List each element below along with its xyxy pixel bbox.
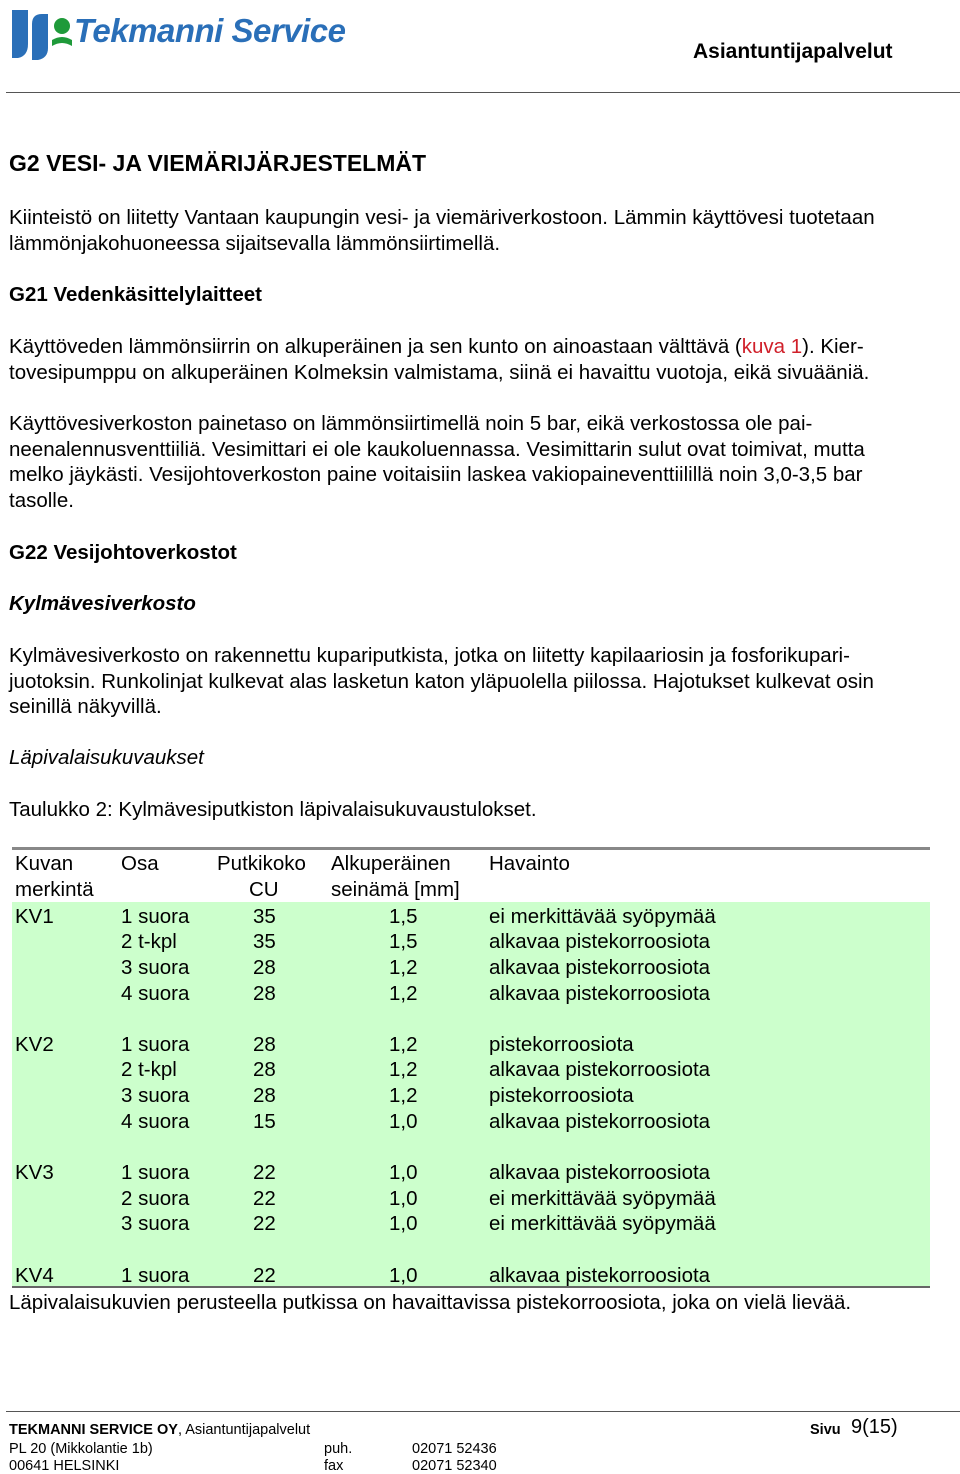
paragraph-line: neenalennusventtiiliä. Vesimittari ei ole kaukoluennassa. Vesimittarin sulut ovat toimivat, mutta <box>9 437 865 461</box>
cell-size: 28 <box>253 1084 276 1107</box>
cell-part: 3 suora <box>121 1212 190 1235</box>
footer-city: 00641 HELSINKI <box>9 1458 120 1474</box>
intro-line: Kiinteistö on liitetty Vantaan kaupungin vesi- ja viemäriverkostoon. Lämmin käyttövesi tuotetaan <box>9 206 875 229</box>
cell-part: 2 t-kpl <box>121 1058 177 1081</box>
text-span: Käyttöveden lämmönsiirrin on alkuperäinen ja sen kunto on ainoastaan välttävä ( <box>9 335 742 358</box>
company-suffix: , Asiantuntijapalvelut <box>177 1422 311 1438</box>
cell-size: 22 <box>253 1264 276 1287</box>
cell-size: 28 <box>253 1058 276 1081</box>
paragraph-line: juotoksin. Runkolinjat kulkevat alas lasketun katon yläpuolella piilossa. Hajotukset kulkevat osin <box>9 669 874 693</box>
header-cell-wall: Alkuperäinen <box>331 852 451 875</box>
header-cell-size: CU <box>249 878 279 901</box>
paragraph-line: seinillä näkyvillä. <box>9 695 162 719</box>
cell-part: 3 suora <box>121 1084 190 1107</box>
cell-size: 28 <box>253 1033 276 1056</box>
header-cell-part: Osa <box>121 852 159 875</box>
cell-part: 1 suora <box>121 1161 190 1184</box>
cell-wall: 1,0 <box>389 1110 418 1133</box>
cell-observation: ei merkittävää syöpymää <box>489 1187 716 1210</box>
header-title: Asiantuntijapalvelut <box>693 40 893 63</box>
after-table-text: Läpivalaisukuvien perusteella putkissa on havaittavissa pistekorroosiota, joka on vielä lievää. <box>9 1291 852 1314</box>
header-cell-size: Putkikoko <box>217 852 306 875</box>
cell-wall: 1,2 <box>389 956 418 979</box>
cell-observation: alkavaa pistekorroosiota <box>489 1264 711 1287</box>
cell-mark: KV4 <box>15 1264 54 1287</box>
table-top-border <box>12 847 930 850</box>
company-name: TEKMANNI SERVICE OY <box>9 1422 178 1438</box>
paragraph-line: Kylmävesiverkosto on rakennettu kupariputkista, jotka on liitetty kapilaariosin ja fosforikupari- <box>9 644 850 667</box>
cell-size: 22 <box>253 1161 276 1184</box>
paragraph-line: tovesipumppu on alkuperäinen Kolmeksin valmistama, siinä ei havaittu vuotoja, eikä sivuääniä. <box>9 360 870 384</box>
figure-reference-link[interactable]: kuva 1 <box>741 335 803 358</box>
header-cell-mark: Kuvan <box>15 852 74 875</box>
cell-wall: 1,5 <box>389 930 418 953</box>
cell-observation: alkavaa pistekorroosiota <box>489 956 711 979</box>
cell-size: 28 <box>253 982 276 1005</box>
cell-observation: pistekorroosiota <box>489 1033 634 1056</box>
footer-divider <box>6 1411 960 1412</box>
cell-observation: alkavaa pistekorroosiota <box>489 1161 711 1184</box>
section-title: G2 VESI- JA VIEMÄRIJÄRJESTELMÄT <box>9 150 427 176</box>
paragraph-line: Käyttövesiverkoston painetaso on lämmönsiirtimellä noin 5 bar, eikä verkostossa ole pai- <box>9 412 813 435</box>
footer-company <box>9 1422 310 1438</box>
g21-heading: G21 Vedenkäsittelylaitteet <box>9 283 262 306</box>
header-cell-wall: seinämä [mm] <box>331 878 460 901</box>
cell-mark: KV2 <box>15 1033 54 1056</box>
footer-fax: 02071 52340 <box>412 1458 497 1474</box>
cell-part: 2 suora <box>121 1187 190 1210</box>
text-span: ). Kier- <box>802 335 864 358</box>
logo-mark-icon <box>8 4 74 64</box>
cell-part: 2 t-kpl <box>121 930 177 953</box>
cell-part: 1 suora <box>121 905 190 928</box>
cell-observation: pistekorroosiota <box>489 1084 634 1107</box>
cell-wall: 1,2 <box>389 1084 418 1107</box>
g21-paragraph-1 <box>9 334 869 385</box>
logo-wordmark: Tekmanni Service <box>74 12 346 49</box>
cell-size: 35 <box>253 930 276 953</box>
cell-size: 22 <box>253 1212 276 1235</box>
header-cell-mark: merkintä <box>15 878 94 901</box>
footer-phone-label: puh. <box>324 1441 353 1457</box>
cell-wall: 1,2 <box>389 982 418 1005</box>
cell-size: 22 <box>253 1187 276 1210</box>
g22-paragraph <box>9 643 874 720</box>
cell-observation: ei merkittävää syöpymää <box>489 1212 716 1235</box>
cell-observation: alkavaa pistekorroosiota <box>489 982 711 1005</box>
g21-paragraph-2 <box>9 411 865 514</box>
cell-mark: KV3 <box>15 1161 54 1184</box>
cell-wall: 1,0 <box>389 1187 418 1210</box>
cell-wall: 1,2 <box>389 1033 418 1056</box>
radiography-heading: Läpivalaisukuvaukset <box>9 746 204 769</box>
cell-part: 4 suora <box>121 1110 190 1133</box>
table-caption: Taulukko 2: Kylmävesiputkiston läpivalaisukuvaustulokset. <box>9 798 537 821</box>
cell-observation: alkavaa pistekorroosiota <box>489 930 711 953</box>
g22-heading: G22 Vesijohtoverkostot <box>9 541 237 564</box>
footer-fax-label: fax <box>324 1458 344 1474</box>
paragraph-line: tasolle. <box>9 489 74 513</box>
cell-wall: 1,0 <box>389 1161 418 1184</box>
cell-wall: 1,0 <box>389 1212 418 1235</box>
cell-observation: alkavaa pistekorroosiota <box>489 1058 711 1081</box>
footer-page-number: 9(15) <box>851 1416 898 1438</box>
cell-wall: 1,2 <box>389 1058 418 1081</box>
cell-size: 15 <box>253 1110 276 1133</box>
paragraph-line: melko jäykästi. Vesijohtoverkoston paine voitaisiin laskea vakiopaineventtiilillä noin 3,0-3,5 bar <box>9 463 863 487</box>
cell-part: 1 suora <box>121 1264 190 1287</box>
cell-mark: KV1 <box>15 905 54 928</box>
cell-size: 28 <box>253 956 276 979</box>
intro-paragraph <box>9 205 875 256</box>
cell-wall: 1,0 <box>389 1264 418 1287</box>
cell-wall: 1,5 <box>389 905 418 928</box>
cell-part: 3 suora <box>121 956 190 979</box>
paragraph-line <box>9 334 869 360</box>
cell-part: 1 suora <box>121 1033 190 1056</box>
header-cell-observation: Havainto <box>489 852 570 875</box>
footer-phone: 02071 52436 <box>412 1441 497 1457</box>
cell-observation: alkavaa pistekorroosiota <box>489 1110 711 1133</box>
cell-observation: ei merkittävää syöpymää <box>489 905 716 928</box>
footer-page-label: Sivu <box>810 1422 841 1438</box>
subheading-cold-water: Kylmävesiverkosto <box>9 592 196 615</box>
cell-size: 35 <box>253 905 276 928</box>
footer-address: PL 20 (Mikkolantie 1b) <box>9 1441 153 1457</box>
intro-line: lämmönjakohuoneessa sijaitsevalla lämmönsiirtimellä. <box>9 231 501 255</box>
cell-part: 4 suora <box>121 982 190 1005</box>
header-divider <box>6 92 960 93</box>
